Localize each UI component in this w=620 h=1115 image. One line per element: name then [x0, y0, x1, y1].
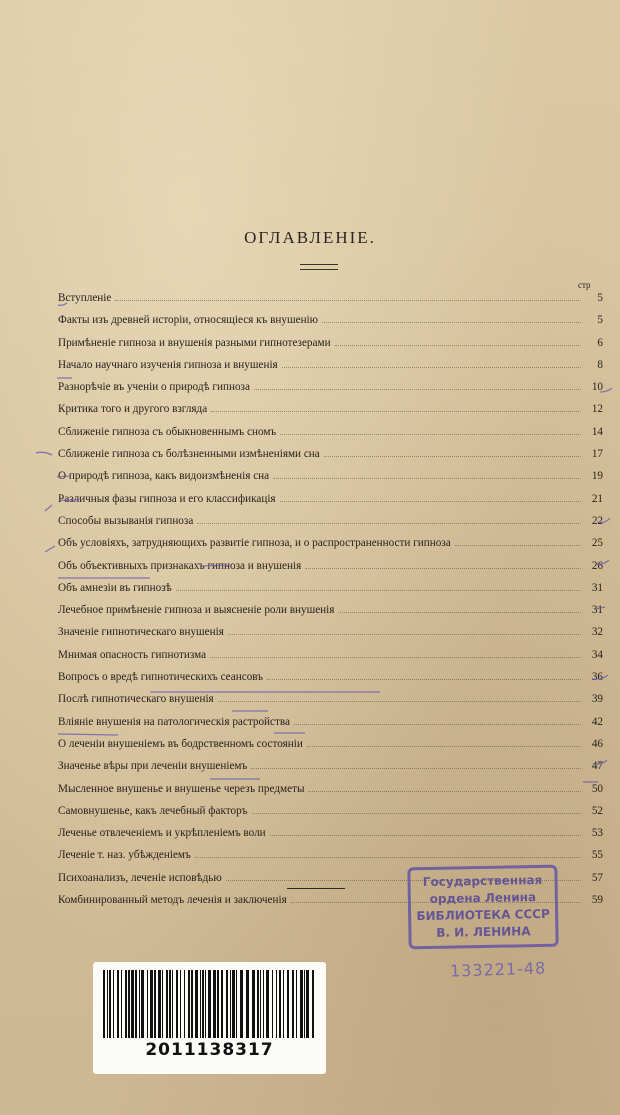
toc-entry-page: 34 — [591, 648, 603, 661]
toc-entry-page: 42 — [591, 715, 603, 728]
barcode-bar — [279, 970, 281, 1038]
toc-leader-dots — [270, 829, 581, 836]
barcode-bar — [304, 970, 305, 1038]
toc-leader-dots — [282, 361, 581, 368]
barcode-bar — [184, 970, 185, 1038]
barcode-bar — [172, 970, 173, 1038]
toc-entry — [58, 671, 603, 693]
toc-entry — [58, 738, 603, 760]
barcode-bar — [150, 970, 153, 1038]
toc-entry — [58, 448, 603, 470]
toc-leader-dots — [197, 517, 581, 524]
toc-entry — [58, 314, 603, 336]
barcode-bar — [113, 970, 114, 1038]
barcode-bar — [154, 970, 156, 1038]
toc-entry-title: Разнорѣчіе въ ученіи о природѣ гипноза — [58, 381, 250, 394]
toc-leader-dots — [280, 428, 581, 435]
toc-entry — [58, 470, 603, 492]
toc-entry-title: Объ объективныхъ признакахъ гипноза и внушенія — [58, 559, 302, 572]
stamp-line: БИБЛИОТЕКА СССР — [416, 906, 550, 924]
toc-entry-title: Лечебное примѣненіе гипноза и выясненіе роли внушенія — [58, 604, 335, 617]
toc-leader-dots — [322, 316, 581, 323]
toc-entry-title: Факты изъ древней исторіи, относящіеся къ внушенію — [58, 314, 319, 327]
toc-leader-dots — [273, 472, 581, 479]
toc-entry — [58, 604, 603, 626]
toc-entry — [58, 805, 603, 827]
toc-entry — [58, 537, 603, 559]
page-title: ОГЛАВЛЕНІЕ. — [244, 228, 376, 247]
barcode-bar — [266, 970, 269, 1038]
barcode-bar — [263, 970, 264, 1038]
toc-entry-title: Сближеніе гипноза съ обыкновеннымъ сномъ — [58, 425, 277, 438]
page-column-label: стр — [578, 280, 591, 290]
barcode-number: 2011138317 — [145, 1040, 274, 1060]
toc-entry-page: 5 — [597, 292, 603, 304]
barcode-bar — [260, 970, 261, 1038]
toc-entry-title: Леченье отвлеченіемъ и укрѣпленіемъ воли — [58, 827, 266, 840]
toc-entry-title: Мнимая опасность гипнотизма — [58, 648, 207, 661]
toc-entry-page: 17 — [591, 448, 603, 461]
toc-entry — [58, 582, 603, 604]
barcode-bar — [252, 970, 255, 1038]
toc-entry-title: Начало научнаго изученія гипноза и внушенія — [58, 358, 278, 371]
toc-entry — [58, 626, 603, 648]
barcode-bar — [217, 970, 219, 1038]
barcode-bar — [128, 970, 130, 1038]
barcode-bar — [208, 970, 211, 1038]
toc-entry-page: 32 — [591, 626, 603, 639]
barcode-bar — [176, 970, 178, 1038]
barcode-bar — [213, 970, 216, 1038]
toc-entry-title: Примѣненіе гипноза и внушенія разными гипнотезерами — [58, 336, 331, 349]
toc-entry — [58, 337, 603, 359]
toc-leader-dots — [305, 562, 581, 569]
toc-entry-title: Критика того и другого взгляда — [58, 403, 208, 416]
toc-entry-page: 31 — [591, 581, 603, 594]
barcode-bar — [300, 970, 303, 1038]
toc-entry — [58, 649, 603, 671]
toc-leader-dots — [252, 807, 582, 814]
toc-entry-page: 46 — [591, 737, 603, 750]
toc-entry — [58, 716, 603, 738]
barcode-bar — [166, 970, 168, 1038]
library-stamp — [407, 865, 558, 950]
toc-leader-dots — [228, 628, 581, 635]
stamp-line: ордена Ленина — [429, 890, 537, 906]
toc-entry-page: 31 — [591, 604, 603, 617]
toc-entry — [58, 560, 603, 582]
separator-line — [287, 888, 345, 889]
barcode-bar — [180, 970, 181, 1038]
toc-entry-page: 39 — [591, 693, 603, 706]
toc-leader-dots — [251, 762, 581, 769]
barcode-bar — [246, 970, 249, 1038]
barcode-bar — [125, 970, 127, 1038]
toc-entry-title: Самовнушенье, какъ лечебный факторъ — [58, 804, 248, 817]
toc-entry-page: 52 — [591, 804, 603, 817]
barcode-bar — [109, 970, 111, 1038]
toc-entry — [58, 515, 603, 537]
barcode-bar — [103, 970, 105, 1038]
barcode-bar — [107, 970, 108, 1038]
barcode-bar — [312, 970, 314, 1038]
barcode-bar — [169, 970, 171, 1038]
barcode-bar — [131, 970, 134, 1038]
barcode-bar — [236, 970, 237, 1038]
toc-entry-page: 59 — [591, 894, 603, 907]
toc-entry-page: 26 — [591, 559, 603, 572]
toc-leader-dots — [267, 673, 581, 680]
toc-entry-title: Объ условіяхъ, затрудняющихъ развитіе гипноза, и о распространенности гипноза — [58, 537, 451, 550]
barcode-bar — [195, 970, 198, 1038]
toc-entry-page: 55 — [591, 849, 603, 862]
barcode-bar — [139, 970, 140, 1038]
toc-entry-title: О леченіи внушеніемъ въ бодрственномъ состояніи — [58, 737, 303, 750]
toc-entry — [58, 693, 603, 715]
toc-entry-title: Способы вызыванія гипноза — [58, 514, 194, 527]
handwritten-inventory-number: 133221-48 — [449, 958, 547, 981]
toc-entry-title: Значенье вѣры при леченіи внушеніемъ — [58, 760, 248, 773]
toc-leader-dots — [307, 740, 581, 747]
toc-entry-title: Леченіе т. наз. убѣжденіемъ — [58, 849, 191, 862]
toc-leader-dots — [176, 584, 581, 591]
barcode-bar — [158, 970, 161, 1038]
toc-leader-dots — [210, 651, 581, 658]
toc-entry-title: Значеніе гипнотическаго внушенія — [58, 626, 224, 639]
barcode-bar — [202, 970, 204, 1038]
toc-entry — [58, 783, 603, 805]
toc-entry-title: Различныя фазы гипноза и его классификація — [58, 492, 276, 505]
stamp-line: Государственная — [422, 872, 543, 890]
toc-leader-dots — [308, 785, 581, 792]
toc-entry-page: 22 — [591, 514, 603, 527]
toc-leader-dots — [280, 495, 581, 502]
toc-entry-page: 57 — [591, 871, 603, 884]
barcode-bar — [117, 970, 119, 1038]
toc-entry-page: 12 — [591, 403, 603, 416]
toc-entry-page: 6 — [597, 336, 603, 349]
barcode-bar — [188, 970, 190, 1038]
toc-entry-page: 10 — [591, 381, 603, 394]
barcode-bar — [283, 970, 284, 1038]
toc-entry-title: Мысленное внушенье и внушенье черезъ предметы — [58, 782, 305, 795]
toc-leader-dots — [455, 539, 581, 546]
toc-leader-dots — [338, 606, 581, 613]
barcode-bar — [306, 970, 309, 1038]
toc-entry — [58, 760, 603, 782]
toc-entry-title: Вліяніе внушенія на патологическія растройства — [58, 715, 290, 728]
barcode-icon — [101, 970, 318, 1038]
toc-entry-title: О природѣ гипноза, какъ видоизмѣненія сна — [58, 470, 270, 483]
toc-entry-title: Объ амнезіи въ гипнозѣ — [58, 581, 172, 594]
toc-entry-page: 47 — [591, 760, 603, 773]
barcode-bar — [221, 970, 223, 1038]
toc-leader-dots — [218, 695, 581, 702]
toc-leader-dots — [211, 405, 581, 412]
toc-entry-page: 53 — [591, 827, 603, 840]
toc-leader-dots — [294, 718, 581, 725]
barcode-bar — [147, 970, 148, 1038]
toc-entry-page: 36 — [591, 671, 603, 684]
barcode-bar — [292, 970, 294, 1038]
toc-leader-dots — [335, 339, 581, 346]
barcode-label — [93, 962, 326, 1074]
toc-entry-page: 50 — [591, 782, 603, 795]
barcode-bar — [232, 970, 235, 1038]
toc-entry-title: Вопросъ о вредѣ гипнотическихъ сеансовъ — [58, 671, 264, 684]
toc-entry — [58, 403, 603, 425]
barcode-bar — [226, 970, 228, 1038]
toc-entry-title: Сближеніе гипноза съ болѣзненными измѣненіями сна — [58, 448, 320, 461]
table-of-contents — [58, 292, 603, 916]
toc-leader-dots — [195, 851, 581, 858]
toc-entry-page: 5 — [597, 314, 603, 327]
toc-entry-title: Психоанализъ, леченіе исповѣдью — [58, 871, 222, 884]
toc-entry-page: 19 — [591, 470, 603, 483]
toc-leader-dots — [324, 450, 581, 457]
toc-entry — [58, 381, 603, 403]
barcode-bar — [257, 970, 259, 1038]
barcode-bar — [205, 970, 206, 1038]
barcode-bar — [240, 970, 243, 1038]
barcode-bar — [135, 970, 137, 1038]
toc-entry — [58, 493, 603, 515]
barcode-bar — [141, 970, 144, 1038]
toc-leader-dots — [115, 294, 581, 301]
barcode-bar — [287, 970, 289, 1038]
toc-entry-title: Послѣ гипнотическаго внушенія — [58, 693, 214, 706]
toc-leader-dots — [254, 383, 581, 390]
barcode-bar — [191, 970, 193, 1038]
stamp-line: В. И. ЛЕНИНА — [436, 924, 531, 940]
toc-entry-page: 21 — [591, 492, 603, 505]
toc-entry — [58, 426, 603, 448]
barcode-bar — [230, 970, 231, 1038]
toc-entry-page: 8 — [597, 358, 603, 371]
barcode-bar — [296, 970, 297, 1038]
toc-entry — [58, 827, 603, 849]
toc-entry — [58, 359, 603, 381]
barcode-bar — [276, 970, 277, 1038]
barcode-bar — [272, 970, 273, 1038]
toc-entry-page: 14 — [591, 425, 603, 438]
toc-entry-page: 25 — [591, 537, 603, 550]
barcode-bar — [121, 970, 122, 1038]
barcode-bar — [162, 970, 163, 1038]
title-ornament — [300, 264, 338, 270]
toc-entry — [58, 292, 603, 314]
toc-entry-title: Вступленіе — [58, 292, 112, 304]
toc-entry-title: Комбинированный методъ леченія и заключенія — [58, 894, 287, 907]
barcode-bar — [200, 970, 201, 1038]
